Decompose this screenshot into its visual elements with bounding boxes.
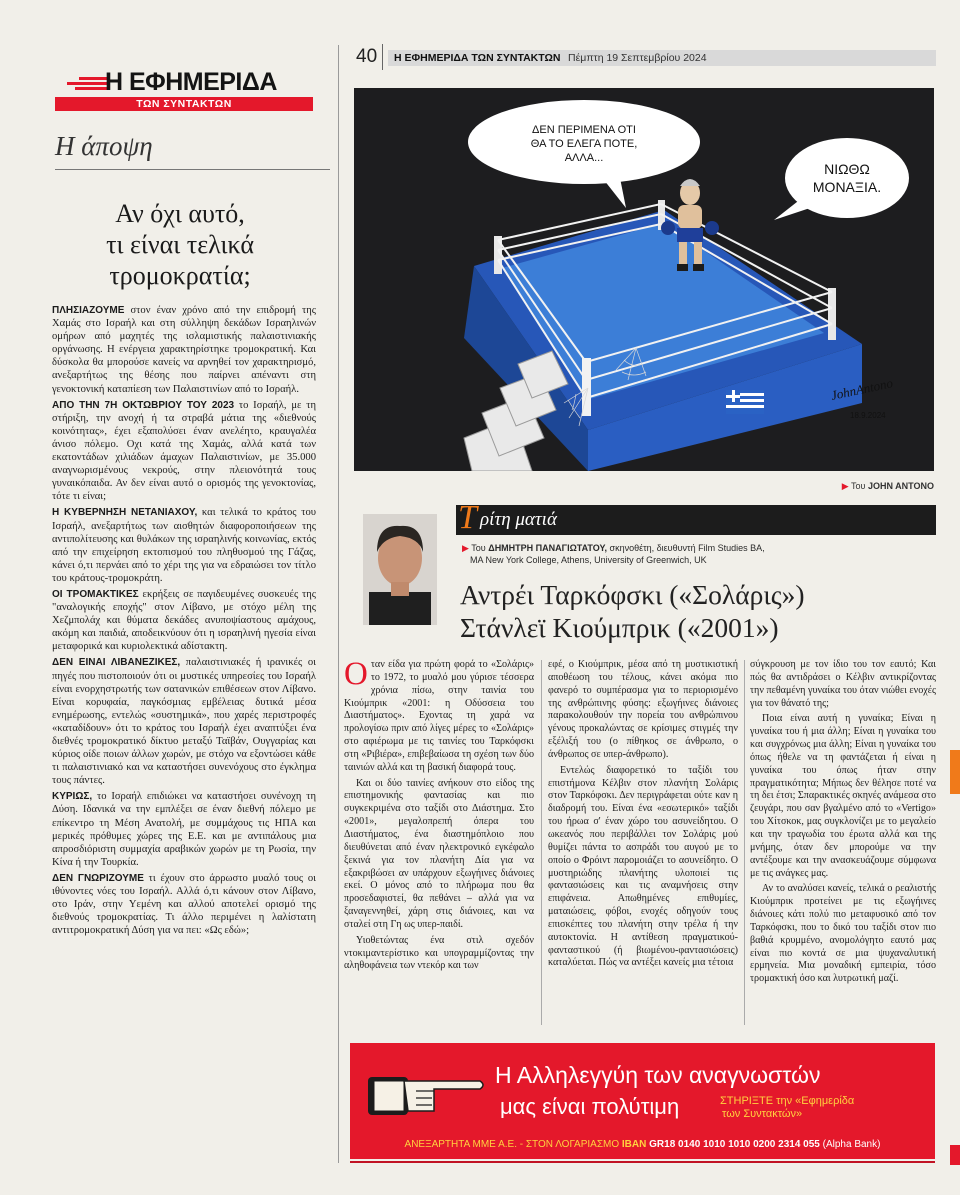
arrow-icon: ▶ [462,543,469,553]
cartoon-credit: ▶ Του JOHN ANTONO [841,481,934,491]
ad-bank-line: ΑΝΕΞΑΡΤΗΤΑ ΜΜΕ Α.Ε. - ΣΤΟΝ ΛΟΓΑΡΙΑΣΜΟ IBAN GR18 0140 1010 1010 0200 2314 055 (Alpha Bank) [404,1139,881,1150]
ad-title-line-2: μας είναι πολύτιμη [500,1094,680,1119]
pointing-hand-icon [364,1065,488,1123]
paragraph: ΔΕΝ ΓΝΩΡΙΖΟΥΜΕ τι έχουν στο άρρωστο μυαλό τους οι ιθύνοντες νόες του Ισραήλ. Αλλά ό,τι κάνουν στον Λίβανο, στο Ιράν, στην Υεμένη και αλλού αποτελεί ορισμό της διεθνούς τρομοκρατίας. Τι άλλο περιμένει η λαλίστατη αντιτρομοκρατική Δύση για να πει: «Ως εδώ»; [52,872,316,937]
headline-line: Αν όχι αυτό, [115,199,245,228]
headline-line: τι είναι τελικά [106,230,254,259]
title-line: Στάνλεϊ Κιούμπρικ («2001») [460,612,779,643]
article-column-3 [750,659,936,1029]
bubble-left-line: ΑΛΛΑ... [564,152,604,164]
section-divider [55,169,330,170]
column-divider [744,660,745,1025]
section-label: Η άποψη [55,131,153,161]
paragraph: σύγκρουση με τον ίδιο του τον εαυτό; Και πώς θα αντιδράσει ο Κέλβιν αντικρίζοντας την πεθαμένη γυναίκα του όταν νιώθει ενοχές για τον θάνατό της; [750,659,936,709]
arrow-icon: ▶ [841,481,849,491]
page-header [350,44,936,70]
section-title: ρίτη ματιά [480,509,557,530]
logo-subtitle: ΤΩΝ ΣΥΝΤΑΚΤΩΝ [55,97,313,111]
bubble-right-line: ΝΙΩΘΩ [824,161,870,177]
header-paper-name: Η ΕΦΗΜΕΡΙΔΑ ΤΩΝ ΣΥΝΤΑΚΤΩΝ [394,52,561,64]
header-date: Πέμπτη 19 Σεπτεμβρίου 2024 [568,52,707,64]
section-initial: Τ [458,499,477,536]
boxing-ring-illustration [354,88,934,471]
paragraph: Η ΚΥΒΕΡΝΗΣΗ ΝΕΤΑΝΙΑΧΟΥ, και τελικά το κράτος του Ισραήλ, ανεξαρτήτως των αισθητών διαφοροποιήσεων της αντιπολίτευσης και θυλάκων της ισραηλινής κοινωνίας, εκτός από την επιχείρηση εκτοπισμού του πληθυσμού της Γάζας, κάνει ό,τι περνάει από το χέρι της για να εδραιώσει τον τίτλο του κράτους-τρομοκράτη. [52,507,316,584]
masthead-logo [55,68,313,112]
paragraph: Εντελώς διαφορετικό το ταξίδι του επιστήμονα Κέλβιν στον πλανήτη Σολάρις στον Ταρκόφσκι. Δεν περιγράφεται ούτε καν η διαδρομή του. Είναι ένα «εσωτερικό» ταξίδι του ήρωα σ' έναν χώρο του ασυνείδητου. Ο ωκεανός που περιβάλλει τον Σολάρις μού θυμίζει πάντα το ασπράδι του αυγού με το οποίο ο Φρόιντ παρομοιάζει το ασυνείδητο. Ο μυστηριώδης πλανήτης υλοποιεί τις φαντασιώσεις και τις αναμνήσεις στην επιφάνεια. Απωθημένες επιθυμίες, ματαιώσεις, φόβοι, ενοχές οδηγούν τους επισκέπτες του πλανήτη στην τρέλα ή την αυτοκτονία. Η αντίθεση πραγματικού-φανταστικού (ή βιωμένου-φαντασιώσεις) καταλύεται. Πώς να αντέξει κανείς μια τέτοια [548,764,738,969]
column-divider [541,660,542,1025]
title-line: Αντρέι Ταρκόφσκι («Σολάρις») [460,579,805,610]
cartoonist-signature: JohnAntono [829,375,895,403]
paragraph: Υιοθετώντας ένα στιλ σχεδόν ντοκιμαντερίστικο και υπογραμμίζοντας την αληθοφάνεια των ντεκόρ και των [344,934,534,972]
article-title [460,578,936,644]
bubble-left-line: ΔΕΝ ΠΕΡΙΜΕΝΑ ΟΤΙ [532,124,636,136]
ad-cta: ΣΤΗΡΙΞΤΕ την «Εφημερίδα των Συντακτών» [720,1095,855,1120]
greek-flag-icon [726,390,764,414]
bubble-right-line: ΜΟΝΑΞΙΑ. [812,179,882,195]
logo-title: Η ΕΦΗΜΕΡΙΔΑ [105,68,277,96]
ring-post [828,288,836,340]
opinion-headline [45,198,315,291]
bubble-left-line: ΘΑ ΤΟ ΕΛΕΓΑ ΠΟΤΕ, [530,138,638,150]
column-divider [338,45,339,1163]
ad-title-line-1: Η Αλληλεγγύη των αναγνωστών [495,1062,821,1088]
drop-cap: Ο [344,659,368,692]
author-portrait [363,514,437,625]
paragraph: ΔΕΝ ΕΙΝΑΙ ΛΙΒΑΝΕΖΙΚΕΣ, παλαιστινιακές ή ιρανικές οι πηγές που πιστοποιούν ότι οι μυστικές υπηρεσίες του Ισραήλ είναι ενορχηστρωτής των σατανικών επιθέσεων στον Λίβανο. Είναι κορυφαία, παγκόσμιας εμβέλειας δυτικά μέσα ενημέρωσης, εντελώς «συστημικά», που χαρές περιστροφές «καταδίδουν» ότι το κράτος του Ισραήλ έχει αναπτύξει ένα διεθνές τρομοκρατικό δίκτυο μεταξύ Ταϊβάν, Ουγγαρίας και κύριος οίδε ποιων άλλων χωρών, με στόχο να εξοντώσει κάθε τι παλαιστινιακό και να καταστήσει συνενόχους στο έγκλημα τους πάντες. [52,657,316,787]
paragraph: ΠΛΗΣΙΑΖΟΥΜΕ στον έναν χρόνο από την επιδρομή της Χαμάς στο Ισραήλ και στη σύλληψη δεκάδων Ισραηλινών ομήρων από μαχητές της ισλαμιστικής παλαιστινιακής οργάνωσης. Η ενέργεια χαρακτηρίστηκε τρομοκρατική. Και δύσκολα θα μπορούσε κανείς να αρνηθεί τον χαρακτηρισμό, ανεξαρτήτως της θέσης που παίρνει απέναντι στη γενοκτονική καταπίεση των Παλαιστινίων από το Ισραήλ. [52,305,316,395]
opinion-body [52,304,316,1136]
paragraph: ΚΥΡΙΩΣ, το Ισραήλ επιδιώκει να καταστήσει συνένοχη τη Δύση. Ιδανικά να την εμπλέξει σε έναν διεθνή πόλεμο με επίκεντρο τη Μέση Ανατολή, με συμμάχους τις ΗΠΑ και μερικές πρόθυμες χώρες της Ε.Ε. και με αντιπάλους μια απροσδιόριστη συμμαχία αραβικών χωρών με τη Ρωσία, την Κίνα ή την Τουρκία. [52,791,316,868]
article-column-1 [344,659,534,1029]
paragraph: Οταν είδα για πρώτη φορά το «Σολάρις» το 1972, το μυαλό μου γύρισε τέσσερα χρόνια πίσω, στην ταινία του Κιούμπρικ «2001: η Οδύσσεια του Διαστήματος». Εχοντας τη χαρά να προλογίσω πριν από λίγες μέρες το «Σολάρις» στο αφιέρωμα με τις ταινίες του Ταρκόφσκι στη «Ριβιέρα», επιβεβαίωσα τη σχέση των δύο ταινιών αλλά και τη βασική διαφορά τους. [344,659,534,773]
page-number: 40 [356,46,378,67]
byline-author: ΔΗΜΗΤΡΗ ΠΑΝΑΓΙΩΤΑΤΟΥ, [488,543,607,553]
paragraph: Και οι δύο ταινίες ανήκουν στο είδος της επιστημονικής φαντασίας και πιο συγκεκριμένα στο ταξίδι στο Διάστημα. Στο «2001», μεγαλοπρεπή όπερα του Διαστήματος, ένα διαστημόπλοιο που διευθύνεται από έναν ηλεκτρονικό εγκέφαλο ξεκινά για τον πλανήτη Δία για να εξακριβώσει αν υπάρχουν εξωγήινες διάνοιες εκεί. Ο μόνος από το πλήρωμα που θα προσεδαφιστεί, θα πεθάνει – αλλά για να ξαναγεννηθεί, χάρη στις διάνοιες, και να σταλεί στη Γη ως υπερ-παιδί. [344,777,534,930]
page-edge-marker [950,1145,960,1165]
solidarity-ad [350,1043,935,1159]
author-photo [363,514,437,625]
paragraph: ΟΙ ΤΡΟΜΑΚΤΙΚΕΣ εκρήξεις σε παγιδευμένες συσκευές της "αναλογικής εποχής" στον Λίβανο, με στόχο μέλη της Χεζμπολάχ και θύματα δεκάδες ανυποψίαστους αμάχους, ακόμη και παιδιά, αποδεικνύουν ότι η ισραηλινή ηγεσία είναι μεταφορικά και κυριολεκτικά αδίστακτη. [52,588,316,653]
byline: ▶ Του ΔΗΜΗΤΡΗ ΠΑΝΑΓΙΩΤΑΤΟΥ, σκηνοθέτη, διευθυντή Film Studies BA, MA New York College, Athens, University of Greenwich, UK [462,543,765,565]
paragraph: Αν το αναλύσει κανείς, τελικά ο ρεαλιστής Κιούμπρικ προτείνει με τις εξωγήινες διάνοιες κάτι πολύ πιο μεταφυσικό από τον Ταρκόφσκι, που το δικό του ταξίδι στον πιο βαθιά κρυμμένο, ανομολόγητο εαυτό μας είναι πιο κοντά σε μια ψυχαναλυτική ερμηνεία. Μια μοναδική εμπειρία, τόσο τρομακτική όσο και λυτρωτική μαζί. [750,883,936,985]
signature-date: 18.9.2024 [850,411,886,420]
headline-line: τρομοκρατία; [109,261,251,290]
page-edge-marker [950,750,960,794]
iban-number: GR18 0140 1010 1010 0200 2314 055 [649,1139,820,1150]
ad-bottom-rule [350,1161,935,1163]
paragraph: εφέ, ο Κιούμπρικ, μέσα από τη μυστικιστική αποθέωση του τέλους, κάνει ακόμα πιο φανερό το συμπέρασμα για το περιορισμένο της ανθρώπινης φύσης: εξωγήινες διάνοιες παρακολουθούν την πορεία του ανθρώπινου γένους προκαλώντας σε κρίσιμες στιγμές την εξέλιξή του (ο πίθηκος σε άνθρωπο, ο άνθρωπος σε υπερ-άνθρωπο). [548,659,738,760]
paragraph: Ποια είναι αυτή η γυναίκα; Είναι η γυναίκα του ή μια άλλη; Είναι η γυναίκα του και συγχρόνως μια άλλη; Είναι η γυναίκα του όπως ήθελε να τη φαντάζεται ή είναι η γυναίκα του όπως ήταν στην πραγματικότητα; Μήπως δεν θέλησε ποτέ να τη δει έτσι; Σπαρακτικές σκηνές ανάμεσα στο ζευγάρι, που σαν βγαλμένο από το «Vertigo» του Χίτσκοκ, μας συγκλονίζει με το μεγαλείο και την τραγωδία του έρωτα αλλά και της μνήμης, όταν δεν μπορούμε να την αντέξουμε και την ανασκευάζουμε σύμφωνα με τις ανάγκες μας. [750,713,936,879]
cartoon [354,88,934,471]
speed-lines-icon [61,77,107,91]
paragraph: ΑΠΟ ΤΗΝ 7Η ΟΚΤΩΒΡΙΟΥ ΤΟΥ 2023 το Ισραήλ, με τη στήριξη, την ανοχή ή τα στραβά μάτια της «διεθνούς κοινότητας», έχει εξαπολύσει έναν ανελέητο, κραυγαλέα άνισο πόλεμο. Οχι κατά της Χαμάς, αλλά κατά των εκατοντάδων χιλιάδων άμαχων Παλαιστινίων, με 35.000 αναγνωρισμένους νεκρούς, στην πλειονότητά τους γυναικόπαιδα. Αν δεν είναι αυτό ο ορισμός της γενοκτονίας, τότε τι είναι; [52,399,316,503]
article-column-2 [548,659,738,1029]
